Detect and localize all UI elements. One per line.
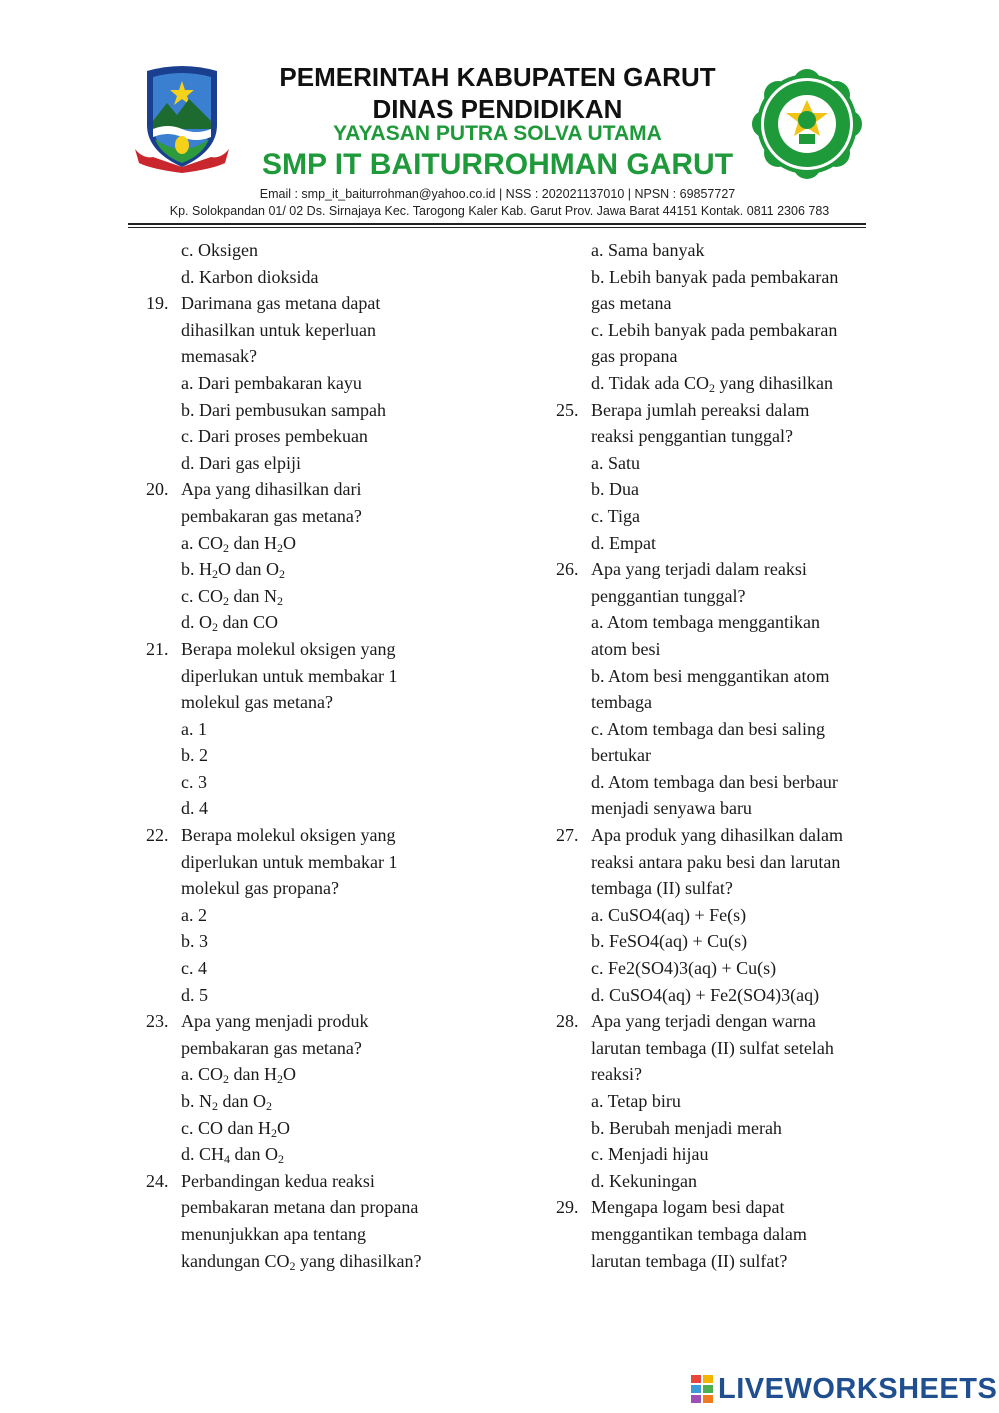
question-text: diperlukan untuk membakar 1: [181, 851, 398, 872]
option-c-cont: gas propana: [591, 346, 678, 367]
question-23: [146, 1008, 446, 1168]
option-a: a. Sama banyak: [591, 240, 705, 260]
option-c: c. 4: [181, 958, 207, 979]
option-b: b. Dari pembusukan sampah: [181, 399, 386, 420]
question-text: pembakaran gas metana?: [181, 1037, 362, 1058]
question-number: 23.: [146, 1011, 169, 1032]
header-school-name: SMP IT BAITURROHMAN GARUT: [261, 148, 734, 181]
question-text: Perbandingan kedua reaksi: [181, 1170, 375, 1191]
option-c: c. 3: [181, 771, 207, 792]
option-a: a. Dari pembakaran kayu: [181, 372, 362, 393]
option-a-cont: atom besi: [591, 638, 661, 659]
question-number: 28.: [556, 1011, 579, 1032]
question-text: Mengapa logam besi dapat: [591, 1197, 785, 1218]
option-b-cont: tembaga: [591, 692, 652, 713]
question-number: 24.: [146, 1170, 169, 1191]
question-text: molekul gas propana?: [181, 878, 339, 899]
question-text: Berapa molekul oksigen yang: [181, 825, 396, 846]
liveworksheets-logo-icon: [690, 1374, 714, 1404]
option-b-cont: gas metana: [591, 293, 672, 314]
option-d: d. Atom tembaga dan besi berbaur: [591, 771, 838, 792]
option-d-cont: menjadi senyawa baru: [591, 798, 752, 819]
header-government: PEMERINTAH KABUPATEN GARUT: [279, 62, 716, 92]
option-b: b. Berubah menjadi merah: [591, 1117, 782, 1138]
option-b: b. 2: [181, 745, 208, 766]
question-28: [556, 1008, 876, 1194]
option-c: c. Fe2(SO4)3(aq) + Cu(s): [591, 958, 777, 979]
question-text: larutan tembaga (II) sulfat setelah: [591, 1037, 834, 1058]
header-contact: Email : smp_it_baiturrohman@yahoo.co.id | NSS : 202021137010 | NPSN : 69857727: [259, 187, 736, 201]
option-b: b. Atom besi menggantikan atom: [591, 665, 830, 686]
question-number: 20.: [146, 479, 169, 500]
question-number: 27.: [556, 825, 579, 846]
question-text: memasak?: [181, 346, 257, 367]
option-d: d. $O_2$ dan CO: [181, 612, 278, 635]
option-a: a. $CO_2$ dan $H_2O$: [181, 1064, 296, 1087]
option-a: a. CuSO4(aq) + Fe(s): [591, 904, 747, 925]
question-text: pembakaran gas metana?: [181, 505, 362, 526]
question-20: [146, 476, 446, 636]
left-column: [146, 237, 446, 1274]
question-21: [146, 636, 446, 822]
question-text: molekul gas metana?: [181, 692, 333, 713]
question-text: Apa yang terjadi dengan warna: [591, 1011, 816, 1032]
question-text: pembakaran metana dan propana: [181, 1197, 419, 1218]
option-line: d. Karbon dioksida: [181, 266, 319, 287]
question-text: Apa yang terjadi dalam reaksi: [591, 559, 807, 580]
option-c: c. Atom tembaga dan besi saling: [591, 718, 825, 739]
option-d: d. 4: [181, 798, 208, 819]
question-number: 19.: [146, 293, 169, 314]
option-d: d. $CH_4$ dan $O_2$: [181, 1144, 285, 1167]
question-22: [146, 822, 446, 1008]
option-c: c. $CO_2$ dan $N_2$: [181, 585, 283, 608]
option-d: d. Tidak ada $CO_2$ yang dihasilkan: [591, 372, 833, 395]
liveworksheets-text: LIVEWORKSHEETS: [718, 1372, 998, 1405]
question-text: Berapa jumlah pereaksi dalam: [591, 399, 810, 420]
question-29: [556, 1194, 876, 1274]
question-text: menggantikan tembaga dalam: [591, 1223, 807, 1244]
option-b: b. Dua: [591, 479, 639, 500]
option-b: b. $H_2O$ dan $O_2$: [181, 559, 285, 582]
question-text: larutan tembaga (II) sulfat?: [591, 1250, 788, 1271]
question-text: dihasilkan untuk keperluan: [181, 319, 376, 340]
question-text: Apa produk yang dihasilkan dalam: [591, 825, 843, 846]
option-b: b. FeSO4(aq) + Cu(s): [591, 931, 748, 952]
option-b: b. Lebih banyak pada pembakaran: [591, 266, 839, 287]
option-line: c. Oksigen: [181, 240, 258, 260]
question-text: Darimana gas metana dapat: [181, 293, 381, 314]
question-text: reaksi antara paku besi dan larutan: [591, 851, 841, 872]
question-text: menunjukkan apa tentang: [181, 1223, 366, 1244]
header-department: DINAS PENDIDIKAN: [372, 94, 623, 124]
question-number: 25.: [556, 399, 579, 420]
header-divider-thin: [128, 227, 866, 228]
header-address: Kp. Solokpandan 01/ 02 Ds. Sirnajaya Kec. Tarogong Kaler Kab. Garut Prov. Jawa Barat 44151 Kontak. 0811 2306 783: [169, 204, 830, 218]
header-foundation: YAYASAN PUTRA SOLVA UTAMA: [333, 122, 662, 145]
option-b: b. $N_2$ dan $O_2$: [181, 1091, 272, 1113]
option-c: c. Lebih banyak pada pembakaran: [591, 319, 838, 340]
option-d: d. CuSO4(aq) + Fe2(SO4)3(aq): [591, 984, 820, 1005]
option-a: a. Atom tembaga menggantikan: [591, 612, 820, 633]
question-text: reaksi?: [591, 1064, 642, 1085]
option-b: b. 3: [181, 931, 208, 952]
question-24: [146, 1168, 446, 1274]
question-text: diperlukan untuk membakar 1: [181, 665, 398, 686]
option-a: a. Tetap biru: [591, 1091, 681, 1111]
question-text: kandungan $CO_2$ yang dihasilkan?: [181, 1250, 422, 1273]
question-number: 22.: [146, 825, 169, 846]
question-19: [146, 290, 446, 476]
option-c: c. Dari proses pembekuan: [181, 426, 368, 447]
option-d: d. Empat: [591, 532, 656, 553]
question-text: Apa yang dihasilkan dari: [181, 479, 362, 500]
option-a: a. Satu: [591, 452, 640, 473]
question-text: Berapa molekul oksigen yang: [181, 638, 396, 659]
header-divider-thick: [128, 223, 866, 225]
letterhead: [0, 0, 999, 232]
option-c: c. CO dan $H_2O$: [181, 1117, 290, 1140]
question-number: 21.: [146, 638, 169, 659]
question-25: [556, 397, 876, 557]
question-text: reaksi penggantian tunggal?: [591, 426, 793, 447]
option-a: a. $CO_2$ dan $H_2O$: [181, 532, 296, 555]
option-d: d. 5: [181, 984, 208, 1005]
option-c-cont: bertukar: [591, 745, 651, 766]
option-c: c. Menjadi hijau: [591, 1144, 709, 1165]
right-column: [556, 237, 876, 1274]
question-text: Apa yang menjadi produk: [181, 1011, 369, 1032]
option-a: a. 2: [181, 904, 207, 925]
option-d: d. Kekuningan: [591, 1170, 697, 1191]
option-c: c. Tiga: [591, 505, 641, 526]
question-26: [556, 556, 876, 822]
question-27: [556, 822, 876, 1008]
question-text: penggantian tunggal?: [591, 585, 746, 606]
liveworksheets-watermark: [690, 1372, 997, 1406]
question-text: tembaga (II) sulfat?: [591, 878, 733, 899]
question-number: 29.: [556, 1197, 579, 1218]
option-d: d. Dari gas elpiji: [181, 452, 301, 473]
question-number: 26.: [556, 559, 579, 580]
option-a: a. 1: [181, 718, 207, 739]
